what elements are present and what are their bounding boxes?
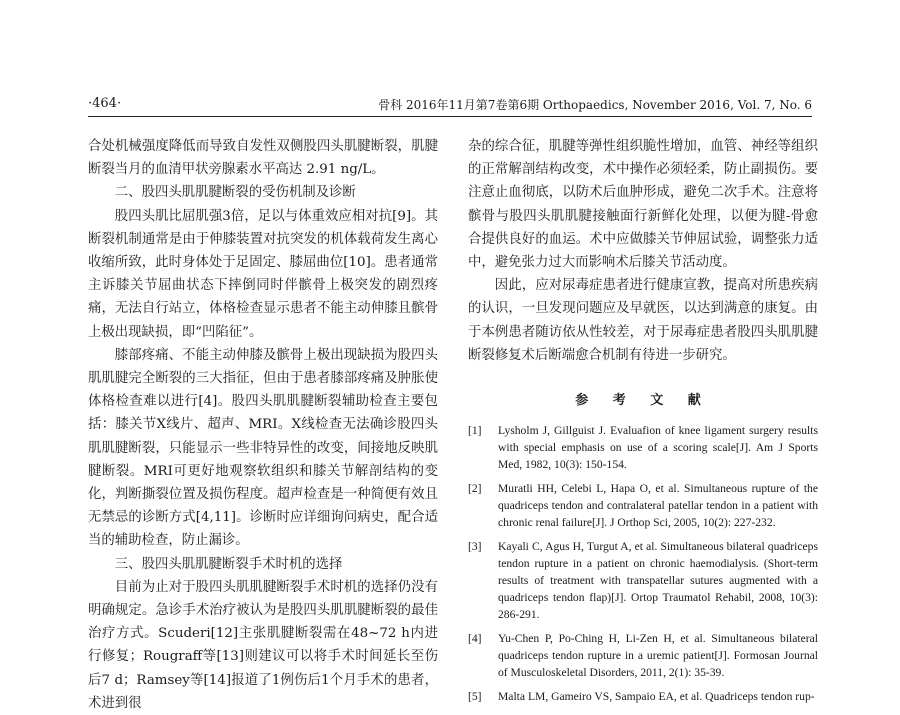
reference-item: [468, 422, 818, 473]
references-title: 参 考 文 献: [575, 393, 711, 409]
reference-text: Yu-Chen P, Po-Ching H, Li-Zen H, et al. Simultaneous bilateral quadriceps tendon rupture in a uremic patient[J]. Formosan Journal of Musculoskeletal Disorders, 2011, 2(1): 35-39.: [498, 632, 818, 680]
reference-number: [4]: [468, 632, 482, 646]
reference-text: Lysholm J, Gillguist J. Evaluafion of knee ligament surgery results with special emphasis on use of a scoring scale[J]. Am J Sports Med, 1982, 10(3): 150-154.: [498, 424, 818, 472]
reference-item: [468, 480, 818, 531]
reference-number: [5]: [468, 690, 482, 704]
journal-header: 骨科 2016年11月第7卷第6期 Orthopaedics, November 2016, Vol. 7, No. 6: [378, 98, 812, 112]
right-column: [468, 135, 818, 712]
reference-number: [2]: [468, 482, 482, 496]
paragraph: 股四头肌比屈肌强3倍，足以与体重效应相对抗[9]。其断裂机制通常是由于伸膝装置对抗突发的机体载荷发生离心收缩所致，此时身体处于足固定、膝屈曲位[10]。患者通常主诉膝关节屈曲状态下摔倒同时伴髌骨上极突发的剧烈疼痛，无法自行站立，体格检查显示患者不能主动伸膝且髌骨上极出现缺损，即“凹陷征”。: [88, 208, 438, 340]
paragraph: 膝部疼痛、不能主动伸膝及髌骨上极出现缺损为股四头肌肌腱完全断裂的三大指征，但由于患者膝部疼痛及肿胀使体格检查难以进行[4]。股四头肌肌腱断裂辅助检查主要包括：膝关节X线片、超声、MRI。X线检查无法确诊股四头肌肌腱断裂，只能显示一些非特异性的改变，间接地反映肌腱断裂。MRI可更好地观察软组织和膝关节解剖结构的变化，判断撕裂位置及损伤程度。超声检查是一种简便有效且无禁忌的诊断方式[4,11]。诊断时应详细询问病史，配合适当的辅助检查，防止漏诊。: [88, 347, 438, 549]
reference-text: Muratli HH, Celebi L, Hapa O, et al. Simultaneous rupture of the quadriceps tendon and contralateral patellar tendon in a patient with chronic renal failure[J]. J Orthop Sci, 2005, 10(2): 227-232.: [498, 482, 818, 530]
paragraph: 目前为止对于股四头肌肌腱断裂手术时机的选择仍没有明确规定。急诊手术治疗被认为是股四头肌肌腱断裂的最佳治疗方式。Scuderi[12]主张肌腱断裂需在48~72 h内进行修复；Rougraff等[13]则建议可以将手术时间延长至伤后7 d；Ramsey等[14]报道了1例伤后1个月手术的患者，术进到很: [88, 579, 438, 711]
paragraph: 因此，应对尿毒症患者进行健康宣教，提高对所患疾病的认识，一旦发现问题应及早就医，以达到满意的康复。由于本例患者随访依从性较差，对于尿毒症患者股四头肌肌腱断裂修复术后断端愈合机制有待进一步研究。: [468, 278, 818, 363]
section-heading-timing: 三、股四头肌肌腱断裂手术时机的选择: [114, 556, 343, 572]
header-rule: [88, 116, 812, 117]
reference-number: [3]: [468, 540, 482, 554]
reference-item: [468, 688, 818, 705]
section-heading-mechanism: 二、股四头肌肌腱断裂的受伤机制及诊断: [114, 185, 356, 201]
reference-text: Malta LM, Gameiro VS, Sampaio EA, et al. Quadriceps tendon rup-: [498, 690, 815, 704]
page-number: ·464·: [88, 96, 122, 111]
paragraph: 杂的综合征，肌腱等弹性组织脆性增加，血管、神经等组织的正常解剖结构改变，术中操作必须轻柔，防止副损伤。要注意止血彻底，以防术后血肿形成，避免二次手术。注意将髌骨与股四头肌肌腱接触面行新鲜化处理，以便为腱-骨愈合提供良好的血运。术中应做膝关节伸屈试验，调整张力适中，避免张力过大而影响术后膝关节活动度。: [468, 139, 818, 271]
reference-item: [468, 538, 818, 623]
reference-item: [468, 630, 818, 681]
left-column: [88, 135, 438, 715]
reference-text: Kayali C, Agus H, Turgut A, et al. Simultaneous bilateral quadriceps tendon rupture in a patient on chronic haemodialysis. (Short-term results of treatment with transpatellar sutures augmented with a quadriceps tendon flap)[J]. Ortop Traumatol Rehabil, 2008, 10(3): 286-291.: [498, 540, 818, 622]
reference-number: [1]: [468, 424, 482, 438]
paragraph: 合处机械强度降低而导致自发性双侧股四头肌腱断裂，肌腱断裂当月的血清甲状旁腺素水平高达 2.91 ng/L。: [88, 139, 438, 178]
